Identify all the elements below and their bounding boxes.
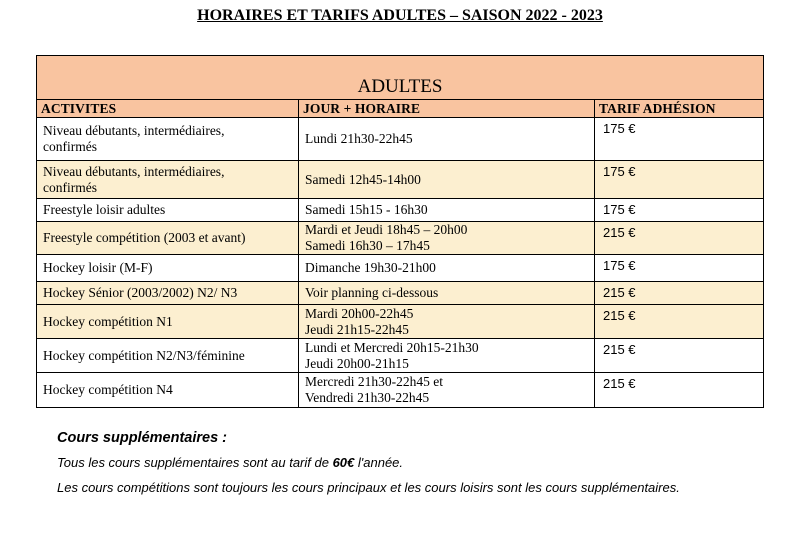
price-cell-line: 215 € xyxy=(603,376,636,391)
notes-tariff-line xyxy=(57,455,737,470)
price-cell xyxy=(595,339,764,373)
schedule-cell xyxy=(299,222,595,255)
table-row xyxy=(37,161,764,199)
activity-cell-line: Hockey loisir (M-F) xyxy=(43,260,153,275)
schedule-cell xyxy=(299,161,595,199)
schedule-cell-line: Mardi et Jeudi 18h45 – 20h00 xyxy=(305,222,468,237)
notes-section xyxy=(57,430,737,495)
tariffs-table-container xyxy=(36,55,763,408)
page-title: HORAIRES ET TARIFS ADULTES – SAISON 2022 - 2023 xyxy=(197,7,603,24)
column-header-tarif: TARIF ADHÉSION xyxy=(595,100,764,118)
activity-cell-line: confirmés xyxy=(43,139,97,154)
table-row xyxy=(37,373,764,408)
price-cell-line: 215 € xyxy=(603,285,636,300)
price-cell-line: 215 € xyxy=(603,225,636,240)
activity-cell xyxy=(37,305,299,339)
price-cell-line: 175 € xyxy=(603,258,636,273)
schedule-cell-line: Jeudi 20h00-21h15 xyxy=(305,355,409,371)
schedule-cell-line: Lundi 21h30-22h45 xyxy=(305,131,413,146)
table-row xyxy=(37,282,764,305)
schedule-cell-line: Jeudi 21h15-22h45 xyxy=(305,321,409,337)
activity-cell xyxy=(37,282,299,305)
schedule-cell xyxy=(299,282,595,305)
schedule-cell-line: Vendredi 21h30-22h45 xyxy=(305,390,430,405)
price-cell xyxy=(595,255,764,282)
notes-heading: Cours supplémentaires : xyxy=(57,430,228,446)
activity-cell xyxy=(37,339,299,373)
activity-cell-line: Niveau débutants, intermédiaires, xyxy=(43,123,225,138)
activity-cell-line: Freestyle loisir adultes xyxy=(43,202,166,217)
price-cell-line: 175 € xyxy=(603,121,636,136)
activity-cell xyxy=(37,373,299,408)
schedule-cell xyxy=(299,339,595,373)
activity-cell xyxy=(37,255,299,282)
price-cell-line: 175 € xyxy=(603,164,636,179)
schedule-cell xyxy=(299,255,595,282)
schedule-cell-line: Samedi 16h30 – 17h45 xyxy=(305,238,430,253)
price-cell xyxy=(595,118,764,161)
schedule-cell xyxy=(299,373,595,408)
price-cell-line: 215 € xyxy=(603,308,636,323)
price-cell-line: 175 € xyxy=(603,202,636,217)
table-row xyxy=(37,118,764,161)
price-cell xyxy=(595,199,764,222)
price-cell xyxy=(595,161,764,199)
table-banner: ADULTES xyxy=(37,56,764,100)
column-header-jour-horaire: JOUR + HORAIRE xyxy=(299,100,595,118)
notes-tariff-suffix: l'année. xyxy=(354,455,404,470)
notes-tariff-price: 60€ xyxy=(332,455,355,470)
activity-cell xyxy=(37,118,299,161)
table-row xyxy=(37,339,764,373)
table-row xyxy=(37,305,764,339)
schedule-cell xyxy=(299,199,595,222)
schedule-cell-line: Lundi et Mercredi 20h15-21h30 xyxy=(305,339,479,355)
table-body xyxy=(37,118,764,408)
schedule-cell-line: Voir planning ci-dessous xyxy=(305,285,439,300)
price-cell-line: 215 € xyxy=(603,342,636,357)
schedule-cell-line: Samedi 12h45-14h00 xyxy=(305,171,421,187)
schedule-cell-line: Samedi 15h15 - 16h30 xyxy=(305,202,428,217)
price-cell xyxy=(595,282,764,305)
activity-cell-line: Hockey compétition N1 xyxy=(43,313,173,329)
tariffs-table xyxy=(36,55,764,408)
price-cell xyxy=(595,305,764,339)
activity-cell xyxy=(37,161,299,199)
table-row xyxy=(37,255,764,282)
activity-cell-line: Niveau débutants, intermédiaires, xyxy=(43,163,225,179)
price-cell xyxy=(595,373,764,408)
activity-cell-line: Freestyle compétition (2003 et avant) xyxy=(43,230,246,245)
notes-tariff-text: Tous les cours supplémentaires sont au tarif de xyxy=(57,455,333,470)
activity-cell-line: Hockey Sénior (2003/2002) N2/ N3 xyxy=(43,285,238,300)
column-header-activites: ACTIVITES xyxy=(37,100,299,118)
table-row xyxy=(37,222,764,255)
schedule-cell xyxy=(299,305,595,339)
schedule-cell-line: Mardi 20h00-22h45 xyxy=(305,305,414,321)
price-cell xyxy=(595,222,764,255)
schedule-cell xyxy=(299,118,595,161)
table-row xyxy=(37,199,764,222)
schedule-cell-line: Mercredi 21h30-22h45 et xyxy=(305,374,443,389)
activity-cell xyxy=(37,199,299,222)
activity-cell-line: Hockey compétition N2/N3/féminine xyxy=(43,347,245,363)
activity-cell-line: confirmés xyxy=(43,179,97,195)
activity-cell-line: Hockey compétition N4 xyxy=(43,382,173,397)
activity-cell xyxy=(37,222,299,255)
schedule-cell-line: Dimanche 19h30-21h00 xyxy=(305,260,436,275)
notes-courses-line: Les cours compétitions sont toujours les cours principaux et les cours loisirs sont les cours supplémentaires. xyxy=(57,480,680,495)
